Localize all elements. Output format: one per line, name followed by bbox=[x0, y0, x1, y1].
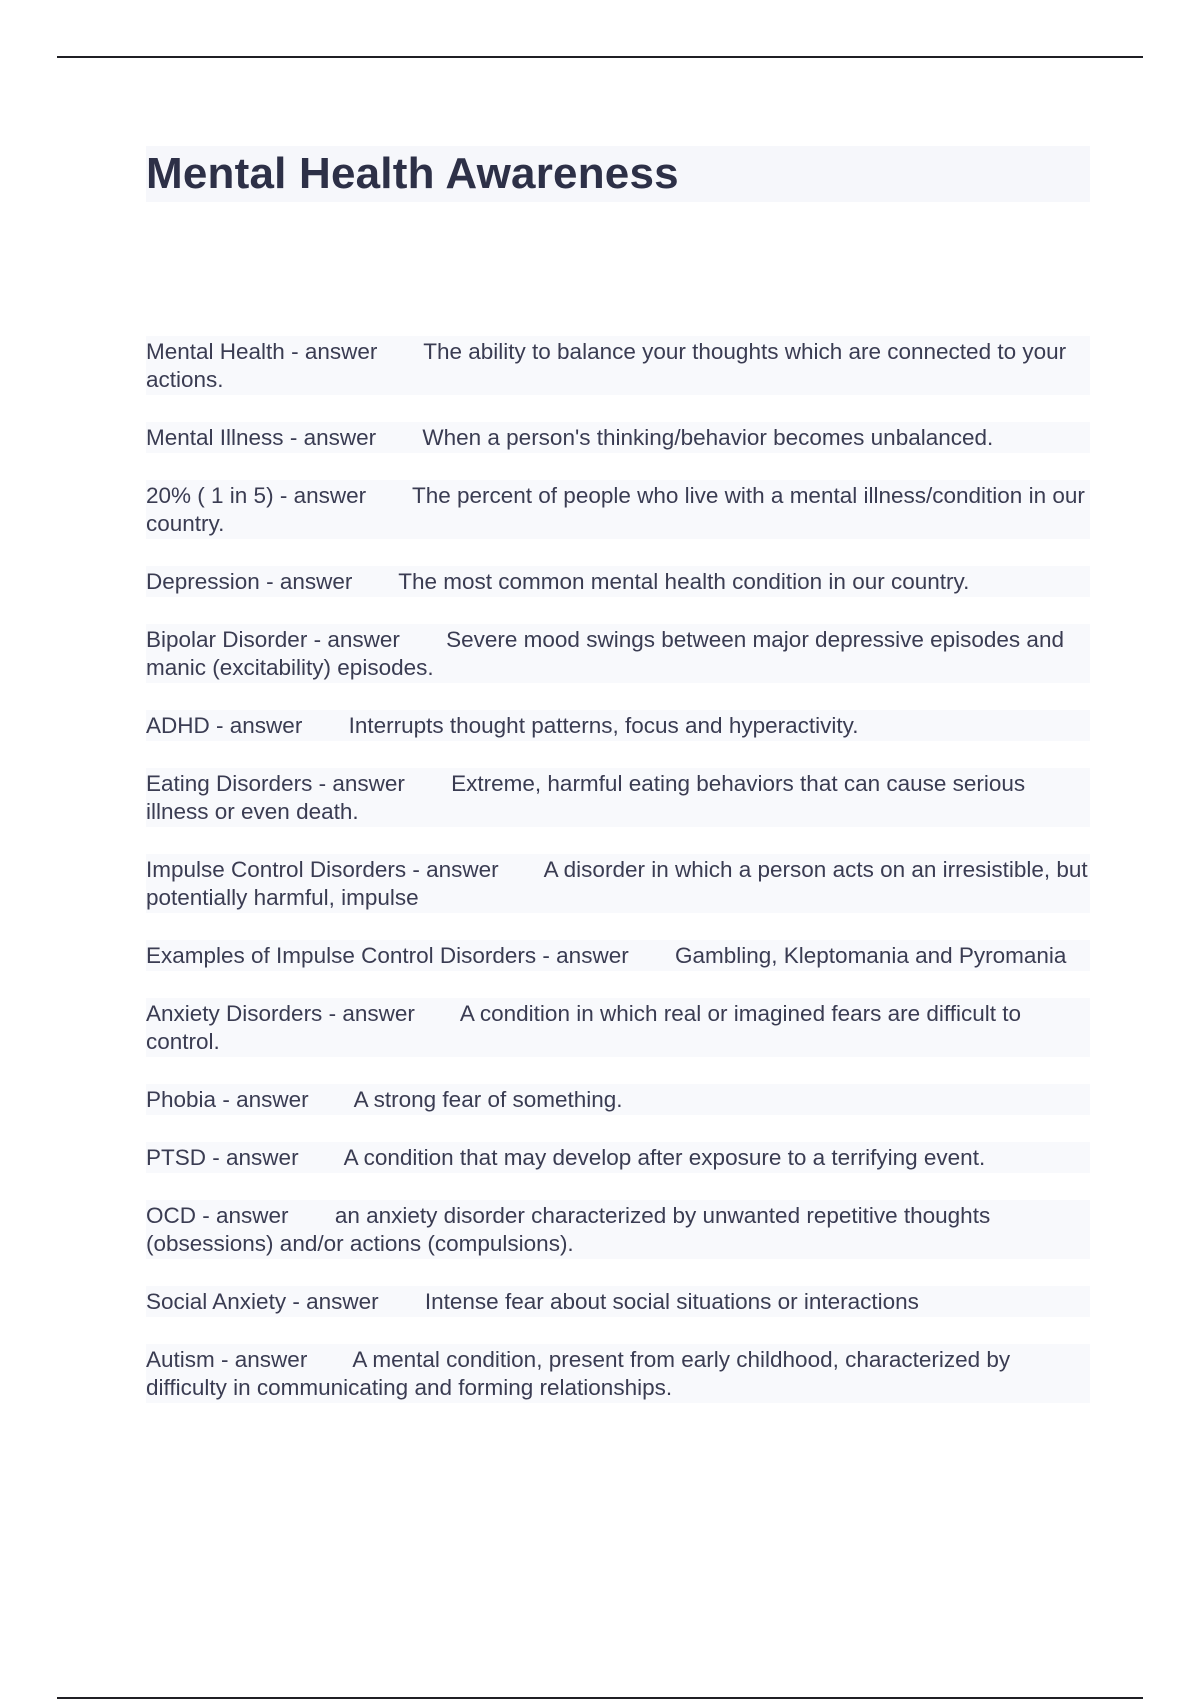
card-separator: - answer bbox=[292, 1289, 379, 1314]
card-term: Phobia bbox=[146, 1087, 217, 1112]
flashcard bbox=[146, 1344, 1090, 1403]
card-term: Anxiety Disorders bbox=[146, 1001, 323, 1026]
card-separator: - answer bbox=[289, 425, 377, 450]
card-definition: Gambling, Kleptomania and Pyromania bbox=[674, 943, 1067, 968]
flashcard bbox=[146, 940, 1090, 971]
flashcard bbox=[146, 710, 1090, 741]
card-term: PTSD bbox=[146, 1145, 207, 1170]
flashcard bbox=[146, 1142, 1090, 1173]
card-term: Depression bbox=[146, 569, 260, 594]
flashcard bbox=[146, 566, 1090, 597]
flashcard bbox=[146, 1286, 1090, 1317]
card-separator: - answer bbox=[216, 713, 303, 738]
flashcard bbox=[146, 1200, 1090, 1259]
card-definition: The percent of people who live with a mental illness/condition in our country. bbox=[146, 483, 1085, 536]
card-term: ADHD bbox=[146, 713, 210, 738]
flashcard bbox=[146, 480, 1090, 539]
flashcard-list bbox=[146, 336, 1090, 1430]
flashcard bbox=[146, 422, 1090, 453]
card-definition: A condition in which real or imagined fears are difficult to control. bbox=[146, 1001, 1022, 1054]
card-definition: an anxiety disorder characterized by unwanted repetitive thoughts (obsessions) and/or actions (compulsions). bbox=[146, 1203, 991, 1256]
card-definition: Interrupts thought patterns, focus and hyperactivity. bbox=[348, 713, 859, 738]
card-definition: The ability to balance your thoughts which are connected to your actions. bbox=[146, 339, 1067, 392]
card-definition: Severe mood swings between major depressive episodes and manic (excitability) episodes. bbox=[146, 627, 1064, 680]
card-term: OCD bbox=[146, 1203, 196, 1228]
card-separator: - answer bbox=[212, 1145, 299, 1170]
card-term: Mental Illness bbox=[146, 425, 284, 450]
page-title: Mental Health Awareness bbox=[146, 149, 679, 198]
card-term: Examples of Impulse Control Disorders bbox=[146, 943, 537, 968]
card-term: Autism bbox=[146, 1347, 215, 1372]
card-definition: Extreme, harmful eating behaviors that can cause serious illness or even death. bbox=[146, 771, 1026, 824]
card-separator: - answer bbox=[542, 943, 629, 968]
card-separator: - answer bbox=[222, 1087, 309, 1112]
bottom-rule bbox=[57, 1697, 1143, 1699]
card-term: 20% ( 1 in 5) bbox=[146, 483, 274, 508]
card-term: Impulse Control Disorders bbox=[146, 857, 407, 882]
card-separator: - answer bbox=[412, 857, 499, 882]
flashcard bbox=[146, 336, 1090, 395]
card-separator: - answer bbox=[291, 339, 378, 364]
card-definition: A disorder in which a person acts on an irresistible, but potentially harmful, impulse bbox=[146, 857, 1088, 910]
flashcard bbox=[146, 1084, 1090, 1115]
card-definition: The most common mental health condition in our country. bbox=[398, 569, 970, 594]
card-term: Social Anxiety bbox=[146, 1289, 287, 1314]
card-definition: A strong fear of something. bbox=[353, 1087, 623, 1112]
card-separator: - answer bbox=[266, 569, 353, 594]
card-term: Mental Health bbox=[146, 339, 285, 364]
title-bar bbox=[146, 146, 1090, 202]
flashcard bbox=[146, 854, 1090, 913]
flashcard bbox=[146, 998, 1090, 1057]
card-separator: - answer bbox=[279, 483, 367, 508]
flashcard bbox=[146, 624, 1090, 683]
card-definition: A condition that may develop after exposure to a terrifying event. bbox=[343, 1145, 986, 1170]
card-separator: - answer bbox=[221, 1347, 308, 1372]
card-separator: - answer bbox=[328, 1001, 415, 1026]
card-definition: When a person's thinking/behavior becomes unbalanced. bbox=[422, 425, 994, 450]
card-separator: - answer bbox=[202, 1203, 289, 1228]
top-rule bbox=[57, 56, 1143, 58]
card-definition: A mental condition, present from early childhood, characterized by difficulty in communicating and forming relationships. bbox=[146, 1347, 1011, 1400]
card-separator: - answer bbox=[313, 627, 400, 652]
card-definition: Intense fear about social situations or interactions bbox=[424, 1289, 919, 1314]
card-term: Eating Disorders bbox=[146, 771, 313, 796]
card-term: Bipolar Disorder bbox=[146, 627, 308, 652]
card-separator: - answer bbox=[318, 771, 405, 796]
flashcard bbox=[146, 768, 1090, 827]
